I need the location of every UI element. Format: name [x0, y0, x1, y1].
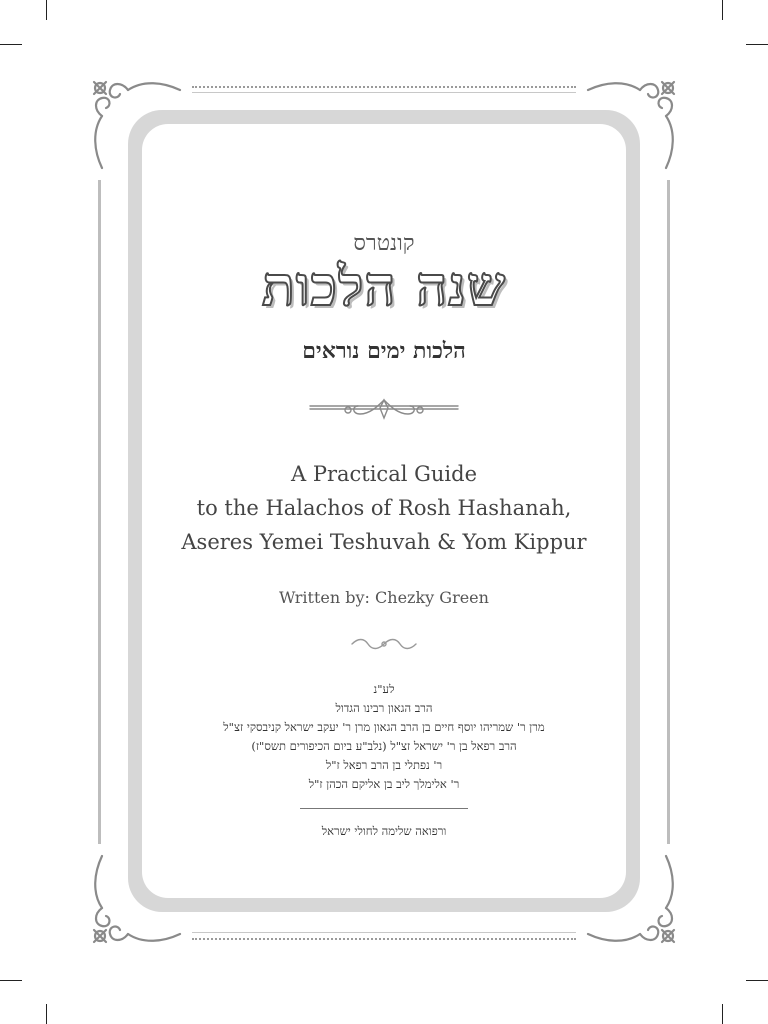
top-dotted-border-inner [192, 92, 576, 93]
english-title-line-2: to the Halachos of Rosh Hashanah, [196, 496, 572, 520]
crop-mark [0, 44, 22, 45]
author-line: Written by: Chezky Green [279, 588, 489, 607]
small-divider-ornament-icon [348, 636, 420, 652]
crop-mark [746, 980, 768, 981]
bottom-dotted-border [192, 938, 576, 940]
english-title-line-1: A Practical Guide [290, 462, 477, 486]
top-dotted-border [192, 86, 576, 88]
left-side-rule [98, 180, 101, 844]
title-small-hebrew: קונטרס [353, 231, 415, 256]
dedication-divider [300, 808, 468, 809]
crop-mark [46, 0, 47, 20]
refuah-line: ורפואה שלימה לחולי ישראל [321, 824, 447, 838]
right-side-rule [667, 180, 670, 844]
subtitle-hebrew: הלכות ימים נוראים [302, 338, 466, 364]
dedication-line: ר' אלימלך ליב בן אליקם הכהן ז"ל [308, 777, 460, 791]
divider-ornament-icon [308, 396, 460, 424]
dedication-line: מרן ר' שמריהו יוסף חיים בן הרב הגאון מרן ר' יעקב ישראל קניבסקי זצ"ל [223, 720, 545, 734]
title-large-hebrew: שנה הלכות [261, 254, 507, 318]
crop-mark [0, 980, 22, 981]
dedication-line: ר' נפתלי בן הרב רפאל ז"ל [325, 758, 443, 772]
crop-mark [722, 0, 723, 20]
crop-mark [746, 44, 768, 45]
dedication-line: לע"נ [373, 682, 395, 696]
dedication-line: הרב הגאון רבינו הגדול [335, 701, 433, 715]
english-title-line-3: Aseres Yemei Teshuvah & Yom Kippur [181, 530, 587, 554]
dedication-line: הרב רפאל בן ר' ישראל זצ"ל (נלב"ע ביום הכיפורים תשס"ז) [251, 739, 517, 753]
crop-mark [46, 1004, 47, 1024]
crop-mark [722, 1004, 723, 1024]
bottom-dotted-border-inner [192, 932, 576, 933]
